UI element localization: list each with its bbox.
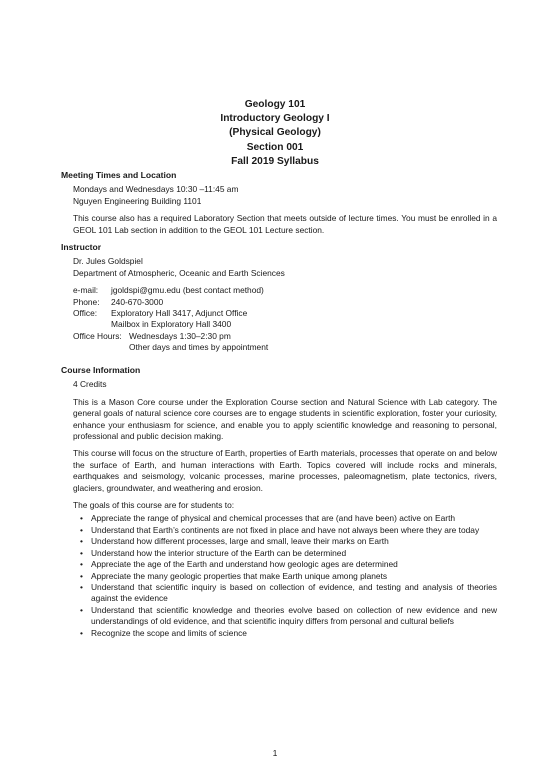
title-term: Fall 2019 Syllabus	[231, 155, 319, 167]
instructor-section	[61, 242, 497, 354]
list-item: • Recognize the scope and limits of science	[80, 627, 247, 638]
office-hours-row	[73, 331, 497, 342]
bullet-icon: •	[80, 536, 83, 547]
list-item: • Understand that scientific knowledge and theories evolve based on collection of new evidence and new understandings of old evidence, and that scientific inquiry differs from personal and cultural beliefs	[80, 604, 497, 627]
mailbox-row	[73, 319, 497, 330]
course-info-heading: Course Information	[61, 365, 141, 375]
phone-label: Phone:	[73, 296, 100, 307]
goals-intro: The goals of this course are for students to:	[73, 500, 235, 511]
title-course-number: Geology 101	[244, 99, 306, 110]
office-hours-other-row	[73, 342, 497, 353]
list-item: • Understand that Earth’s continents are not fixed in place and have not always been where they are today	[80, 524, 480, 535]
title-course-subtitle: (Physical Geology)	[229, 127, 321, 139]
page-number: 1	[272, 748, 278, 758]
title-course-name: Introductory Geology I	[220, 113, 330, 125]
meeting-times: Mondays and Wednesdays 10:30 –11:45 am	[73, 184, 239, 195]
office-label: Office:	[73, 308, 98, 319]
syllabus-title	[0, 98, 550, 169]
office-hours-other: Other days and times by appointment	[129, 342, 269, 353]
bullet-icon: •	[80, 604, 83, 615]
list-item: • Understand how the interior structure of the Earth can be determined	[80, 547, 347, 558]
meeting-location: Nguyen Engineering Building 1101	[73, 195, 202, 206]
course-credits: 4 Credits	[73, 379, 107, 390]
list-item: • Understand how different processes, large and small, leave their marks on Earth	[80, 536, 389, 547]
list-item: • Appreciate the many geologic properties that make Earth unique among planets	[80, 570, 388, 581]
email-label: e-mail:	[73, 285, 99, 296]
lab-note: This course also has a required Laboratory Section that meets outside of lecture times. You must be enrolled in a GEOL 101 Lab section in addition to the GEOL 101 Lecture section.	[73, 213, 497, 235]
office-row	[73, 308, 497, 319]
bullet-icon: •	[80, 513, 83, 524]
meeting-section	[61, 170, 497, 236]
mailbox-value: Mailbox in Exploratory Hall 3400	[111, 319, 232, 330]
meeting-heading: Meeting Times and Location	[61, 170, 177, 180]
bullet-icon: •	[80, 547, 83, 558]
bullet-icon: •	[80, 570, 83, 581]
list-item: • Appreciate the range of physical and chemical processes that are (and have been) active on Earth	[80, 513, 456, 524]
instructor-name: Dr. Jules Goldspiel	[73, 256, 143, 267]
goals-list	[73, 513, 497, 638]
list-item: • Appreciate the age of the Earth and understand how geologic ages are determined	[80, 559, 398, 570]
phone-row	[73, 297, 497, 308]
email-row	[73, 285, 497, 296]
course-description-focus: This course will focus on the structure of Earth, properties of Earth materials, processes that operate on and below the surface of Earth, and human interactions with Earth. Topics covered will include rocks and minerals, earthquakes and seismology, volcanic processes, marine processes, paleomagnetism, plate tectonics, rivers, glaciers, groundwater, and weathering and erosion.	[73, 448, 497, 493]
bullet-icon: •	[80, 627, 83, 638]
instructor-heading: Instructor	[61, 242, 102, 252]
office-value: Exploratory Hall 3417, Adjunct Office	[111, 308, 248, 319]
course-description-core: This is a Mason Core course under the Exploration Course section and Natural Science with Lab category. The general goals of natural science core courses are to engage students in scientific exploration, foster your curiosity, enhance your enthusiasm for science, and enable you to apply scientific knowledge and reasoning to personal, professional and public decision making.	[73, 396, 497, 442]
office-hours-value: Wednesdays 1:30–2:30 pm	[129, 330, 231, 341]
title-section: Section 001	[246, 141, 304, 153]
bullet-icon: •	[80, 524, 83, 535]
phone-value: 240-670-3000	[111, 296, 164, 307]
instructor-department: Department of Atmospheric, Oceanic and Earth Sciences	[73, 267, 285, 278]
email-value[interactable]: jgoldspi@gmu.edu (best contact method)	[111, 285, 264, 296]
course-info-section	[61, 365, 497, 639]
bullet-icon: •	[80, 581, 83, 592]
bullet-icon: •	[80, 559, 83, 570]
list-item: • Understand that scientific inquiry is based on collection of evidence, and testing and analysis of theories against the evidence	[80, 581, 497, 604]
office-hours-label: Office Hours:	[73, 330, 122, 341]
